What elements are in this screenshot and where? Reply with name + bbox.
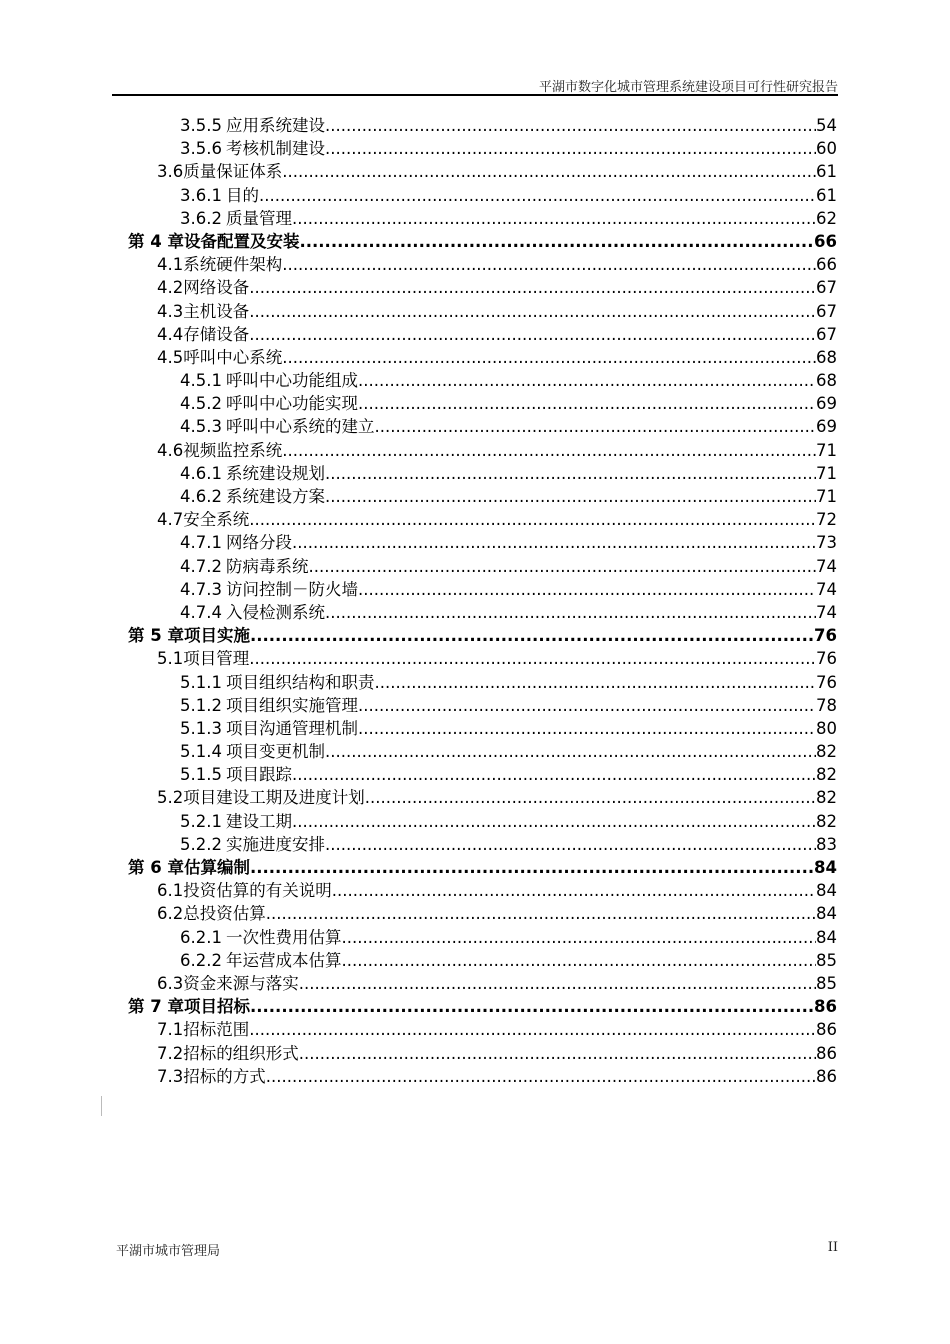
toc-entry-number: 5.2.1	[180, 811, 222, 831]
toc-entry-link[interactable]	[157, 253, 837, 276]
toc-dot-leader	[299, 972, 816, 995]
toc-entry-number: 6.2.2	[180, 950, 222, 970]
toc-entry-link[interactable]	[180, 601, 837, 624]
toc-line	[0, 207, 950, 230]
toc-entry-number: 4.1	[157, 255, 184, 275]
toc-entry-link[interactable]	[180, 740, 837, 763]
toc-entry-link[interactable]	[180, 369, 837, 392]
toc-dot-leader	[332, 879, 816, 902]
toc-entry-title: 考核机制建设	[225, 139, 325, 159]
toc-entry-page: 74	[816, 579, 837, 599]
toc-line	[0, 508, 950, 531]
toc-entry-number: 4.7.2	[180, 556, 222, 576]
toc-entry-link[interactable]	[157, 1018, 837, 1041]
toc-line	[0, 276, 950, 299]
toc-entry-number: 3.6	[157, 162, 184, 182]
page-header-title: 平湖市数字化城市管理系统建设项目可行性研究报告	[538, 80, 838, 95]
toc-line	[0, 1042, 950, 1065]
toc-entry-number: 4.4	[157, 324, 184, 344]
toc-entry-title: 系统硬件架构	[183, 255, 283, 275]
toc-line	[0, 647, 950, 670]
toc-entry-number: 7.3	[157, 1066, 184, 1086]
toc-entry-number: 4.7.4	[180, 602, 222, 622]
toc-dot-leader	[358, 694, 816, 717]
toc-entry-link[interactable]	[180, 415, 837, 438]
toc-dot-leader	[250, 856, 814, 879]
toc-dot-leader	[341, 949, 816, 972]
toc-dot-leader	[249, 1018, 816, 1041]
toc-dot-leader	[325, 137, 816, 160]
toc-entry-link[interactable]	[180, 114, 837, 137]
toc-entry-title: 项目变更机制	[225, 742, 325, 762]
toc-entry-title: 目的	[225, 185, 259, 205]
toc-entry-number: 6.2	[157, 904, 184, 924]
toc-entry-link[interactable]	[157, 300, 837, 323]
toc-line	[0, 810, 950, 833]
toc-entry-number: 4.6	[157, 440, 184, 460]
toc-line	[0, 114, 950, 137]
toc-entry-page: 67	[816, 301, 837, 321]
toc-dot-leader	[259, 184, 816, 207]
toc-entry-title: 访问控制－防火墙	[225, 579, 358, 599]
toc-entry-number: 5.1	[157, 649, 184, 669]
toc-entry-title: 建设工期	[225, 811, 292, 831]
toc-entry-title: 系统建设方案	[225, 487, 325, 506]
toc-entry-page: 67	[816, 278, 837, 298]
toc-entry-page: 62	[816, 208, 837, 228]
toc-entry-number: 3.5.5	[180, 116, 222, 135]
toc-entry-page: 83	[816, 834, 837, 854]
toc-entry-page: 74	[816, 602, 837, 622]
toc-entry-title: 实施进度安排	[225, 834, 325, 854]
toc-line	[0, 346, 950, 369]
toc-dot-leader	[292, 810, 816, 833]
toc-entry-page: 68	[816, 371, 837, 391]
toc-entry-title: 应用系统建设	[225, 116, 325, 135]
toc-dot-leader	[292, 531, 816, 554]
toc-dot-leader	[299, 1042, 816, 1065]
toc-entry-link[interactable]	[180, 137, 837, 160]
toc-dot-leader	[292, 763, 816, 786]
toc-entry-title: 存储设备	[183, 324, 250, 344]
toc-entry-number: 第 6 章	[128, 858, 184, 877]
toc-entry-title: 项目组织结构和职责	[225, 672, 375, 692]
toc-dot-leader	[250, 995, 814, 1018]
toc-dot-leader	[249, 276, 816, 299]
toc-entry-link[interactable]	[180, 926, 837, 949]
header-divider	[112, 94, 838, 96]
toc-entry-title: 安全系统	[183, 510, 250, 530]
toc-entry-page: 82	[816, 765, 837, 785]
toc-dot-leader	[365, 786, 816, 809]
toc-entry-number: 4.7	[157, 510, 184, 530]
toc-entry-number: 4.5.2	[180, 394, 222, 414]
toc-line	[0, 253, 950, 276]
toc-dot-leader	[249, 647, 816, 670]
toc-dot-leader	[249, 323, 816, 346]
toc-entry-title: 项目实施	[183, 626, 250, 646]
toc-entry-number: 4.5.3	[180, 417, 222, 437]
toc-line	[0, 624, 950, 647]
toc-line	[0, 995, 950, 1018]
toc-entry-title: 项目招标	[183, 997, 250, 1017]
toc-entry-number: 4.6.2	[180, 487, 222, 506]
toc-line	[0, 555, 950, 578]
toc-entry-number: 4.5	[157, 347, 184, 367]
toc-entry-title: 估算编制	[183, 858, 250, 877]
toc-entry-link[interactable]	[180, 810, 837, 833]
toc-entry-title: 视频监控系统	[183, 440, 283, 460]
toc-dot-leader	[282, 160, 816, 183]
toc-entry-title: 总投资估算	[183, 904, 266, 924]
toc-entry-title: 项目跟踪	[225, 765, 292, 785]
toc-entry-page: 85	[816, 973, 837, 993]
toc-entry-number: 5.1.5	[180, 765, 222, 785]
toc-entry-link[interactable]	[180, 763, 837, 786]
toc-dot-leader	[325, 485, 816, 508]
toc-dot-leader	[374, 415, 816, 438]
toc-entry-number: 5.1.1	[180, 672, 222, 692]
toc-line	[0, 972, 950, 995]
toc-dot-leader	[249, 508, 816, 531]
toc-entry-number: 6.1	[157, 881, 184, 901]
toc-line	[0, 300, 950, 323]
toc-dot-leader	[325, 833, 816, 856]
toc-entry-page: 76	[816, 672, 837, 692]
toc-entry-page: 84	[816, 881, 837, 901]
toc-line	[0, 717, 950, 740]
toc-entry-number: 第 7 章	[128, 997, 184, 1017]
table-of-contents	[0, 114, 950, 1088]
toc-entry-title: 呼叫中心系统的建立	[225, 417, 375, 437]
toc-dot-leader	[282, 439, 816, 462]
toc-line	[0, 833, 950, 856]
toc-line	[0, 949, 950, 972]
toc-entry-page: 61	[816, 162, 837, 182]
toc-entry-number: 第 4 章	[128, 231, 184, 251]
toc-entry-link[interactable]	[157, 1042, 837, 1065]
toc-entry-number: 6.3	[157, 973, 184, 993]
toc-entry-page: 82	[816, 811, 837, 831]
toc-entry-title: 招标的组织形式	[183, 1043, 299, 1063]
toc-entry-number: 7.2	[157, 1043, 184, 1063]
toc-dot-leader	[325, 462, 816, 485]
toc-line	[0, 694, 950, 717]
toc-entry-link[interactable]	[157, 508, 837, 531]
toc-dot-leader	[358, 392, 816, 415]
toc-entry-page: 80	[816, 718, 837, 738]
toc-dot-leader	[325, 601, 816, 624]
toc-line	[0, 740, 950, 763]
toc-dot-leader	[325, 114, 816, 137]
toc-entry-number: 3.6.2	[180, 208, 222, 228]
toc-entry-link[interactable]	[180, 717, 837, 740]
toc-line	[0, 137, 950, 160]
toc-entry-title: 呼叫中心功能实现	[225, 394, 358, 414]
toc-entry-page: 54	[816, 116, 837, 135]
toc-entry-link[interactable]	[180, 671, 837, 694]
toc-entry-title: 招标的方式	[183, 1066, 266, 1086]
toc-dot-leader	[282, 253, 816, 276]
toc-entry-page: 84	[816, 904, 837, 924]
toc-entry-link[interactable]	[128, 995, 837, 1018]
toc-dot-leader	[249, 300, 816, 323]
toc-line	[0, 671, 950, 694]
toc-dot-leader	[308, 555, 816, 578]
toc-line	[0, 601, 950, 624]
toc-entry-link[interactable]	[180, 207, 837, 230]
toc-dot-leader	[266, 1065, 816, 1088]
toc-entry-title: 质量管理	[225, 208, 292, 228]
toc-entry-page: 86	[816, 1043, 837, 1063]
toc-entry-link[interactable]	[157, 786, 837, 809]
toc-entry-title: 项目管理	[183, 649, 250, 669]
toc-line	[0, 926, 950, 949]
toc-entry-title: 招标范围	[183, 1020, 250, 1040]
toc-entry-number: 4.2	[157, 278, 184, 298]
toc-line	[0, 1018, 950, 1041]
toc-entry-link[interactable]	[157, 160, 837, 183]
toc-dot-leader	[299, 230, 814, 253]
toc-entry-link[interactable]	[128, 856, 837, 879]
toc-entry-page: 66	[816, 255, 837, 275]
toc-entry-page: 78	[816, 695, 837, 715]
toc-line	[0, 323, 950, 346]
toc-entry-link[interactable]	[180, 184, 837, 207]
toc-entry-title: 呼叫中心功能组成	[225, 371, 358, 391]
toc-entry-title: 投资估算的有关说明	[183, 881, 332, 901]
toc-entry-page: 71	[816, 463, 837, 483]
toc-entry-page: 73	[816, 533, 837, 553]
toc-entry-title: 系统建设规划	[225, 463, 325, 483]
toc-entry-link[interactable]	[157, 647, 837, 670]
toc-entry-page: 76	[816, 649, 837, 669]
toc-entry-link[interactable]	[180, 578, 837, 601]
toc-entry-page: 61	[816, 185, 837, 205]
toc-dot-leader	[358, 369, 816, 392]
toc-entry-title: 质量保证体系	[183, 162, 283, 182]
toc-dot-leader	[325, 740, 816, 763]
toc-entry-number: 6.2.1	[180, 927, 222, 947]
toc-entry-page: 67	[816, 324, 837, 344]
toc-entry-page: 82	[816, 788, 837, 808]
toc-entry-title: 年运营成本估算	[225, 950, 342, 970]
toc-entry-number: 5.1.2	[180, 695, 222, 715]
toc-dot-leader	[266, 902, 816, 925]
toc-entry-page: 69	[816, 394, 837, 414]
toc-entry-title: 设备配置及安装	[183, 231, 300, 251]
toc-entry-link[interactable]	[157, 439, 837, 462]
toc-line	[0, 160, 950, 183]
toc-entry-title: 一次性费用估算	[225, 927, 342, 947]
toc-line	[0, 462, 950, 485]
toc-entry-link[interactable]	[180, 694, 837, 717]
toc-entry-number: 4.7.3	[180, 579, 222, 599]
toc-entry-title: 网络设备	[183, 278, 250, 298]
toc-line	[0, 1065, 950, 1088]
toc-entry-number: 第 5 章	[128, 626, 184, 646]
toc-entry-title: 呼叫中心系统	[183, 347, 283, 367]
toc-entry-title: 项目沟通管理机制	[225, 718, 358, 738]
toc-entry-link[interactable]	[180, 833, 837, 856]
toc-entry-link[interactable]	[180, 462, 837, 485]
toc-entry-title: 防病毒系统	[225, 556, 309, 576]
toc-entry-title: 入侵检测系统	[225, 602, 325, 622]
toc-line	[0, 369, 950, 392]
toc-entry-title: 主机设备	[183, 301, 250, 321]
toc-line	[0, 578, 950, 601]
toc-entry-page: 69	[816, 417, 837, 437]
toc-entry-page: 71	[816, 487, 837, 506]
toc-dot-leader	[374, 671, 816, 694]
toc-entry-title: 项目建设工期及进度计划	[183, 788, 365, 808]
page-footer-org: 平湖市城市管理局	[116, 1244, 221, 1259]
toc-entry-link[interactable]	[180, 485, 837, 508]
toc-entry-page: 86	[816, 1020, 837, 1040]
toc-entry-page: 72	[816, 510, 837, 530]
toc-entry-link[interactable]	[180, 392, 837, 415]
toc-entry-number: 7.1	[157, 1020, 184, 1040]
toc-dot-leader	[250, 624, 814, 647]
toc-line	[0, 485, 950, 508]
margin-mark	[101, 1096, 102, 1116]
toc-entry-link[interactable]	[128, 230, 837, 253]
toc-entry-page: 71	[816, 440, 837, 460]
toc-entry-page: 84	[816, 927, 837, 947]
toc-line	[0, 439, 950, 462]
toc-dot-leader	[282, 346, 816, 369]
toc-entry-page: 74	[816, 556, 837, 576]
toc-entry-number: 4.5.1	[180, 371, 222, 391]
toc-entry-link[interactable]	[157, 323, 837, 346]
toc-entry-link[interactable]	[157, 902, 837, 925]
toc-line	[0, 230, 950, 253]
toc-entry-number: 4.6.1	[180, 463, 222, 483]
toc-line	[0, 763, 950, 786]
toc-dot-leader	[358, 717, 816, 740]
toc-entry-page: 82	[816, 742, 837, 762]
toc-entry-number: 4.3	[157, 301, 184, 321]
toc-entry-link[interactable]	[157, 879, 837, 902]
toc-dot-leader	[292, 207, 816, 230]
toc-entry-link[interactable]	[157, 276, 837, 299]
toc-entry-link[interactable]	[157, 1065, 837, 1088]
toc-entry-link[interactable]	[128, 624, 837, 647]
toc-entry-title: 项目组织实施管理	[225, 695, 358, 715]
page-number: II	[827, 1240, 838, 1255]
toc-entry-title: 资金来源与落实	[183, 973, 299, 993]
toc-entry-number: 3.5.6	[180, 139, 222, 159]
toc-dot-leader	[341, 926, 816, 949]
toc-entry-number: 5.1.3	[180, 718, 222, 738]
toc-entry-link[interactable]	[180, 949, 837, 972]
toc-line	[0, 184, 950, 207]
toc-entry-number: 5.1.4	[180, 742, 222, 762]
toc-line	[0, 879, 950, 902]
toc-entry-page: 86	[814, 997, 837, 1017]
toc-dot-leader	[358, 578, 816, 601]
toc-line	[0, 531, 950, 554]
toc-entry-page: 86	[816, 1066, 837, 1086]
toc-entry-page: 68	[816, 347, 837, 367]
toc-entry-page: 76	[814, 626, 837, 646]
toc-entry-link[interactable]	[157, 972, 837, 995]
toc-line	[0, 392, 950, 415]
toc-entry-link[interactable]	[180, 531, 837, 554]
toc-line	[0, 415, 950, 438]
toc-entry-number: 3.6.1	[180, 185, 222, 205]
toc-entry-number: 4.7.1	[180, 533, 222, 553]
toc-entry-page: 66	[814, 231, 837, 251]
toc-line	[0, 856, 950, 879]
toc-entry-page: 60	[816, 139, 837, 159]
toc-entry-page: 85	[816, 950, 837, 970]
toc-entry-title: 网络分段	[225, 533, 292, 553]
toc-line	[0, 902, 950, 925]
toc-line	[0, 786, 950, 809]
toc-entry-number: 5.2.2	[180, 834, 222, 854]
toc-entry-page: 84	[814, 858, 837, 877]
toc-entry-number: 5.2	[157, 788, 184, 808]
toc-entry-link[interactable]	[157, 346, 837, 369]
toc-entry-link[interactable]	[180, 555, 837, 578]
